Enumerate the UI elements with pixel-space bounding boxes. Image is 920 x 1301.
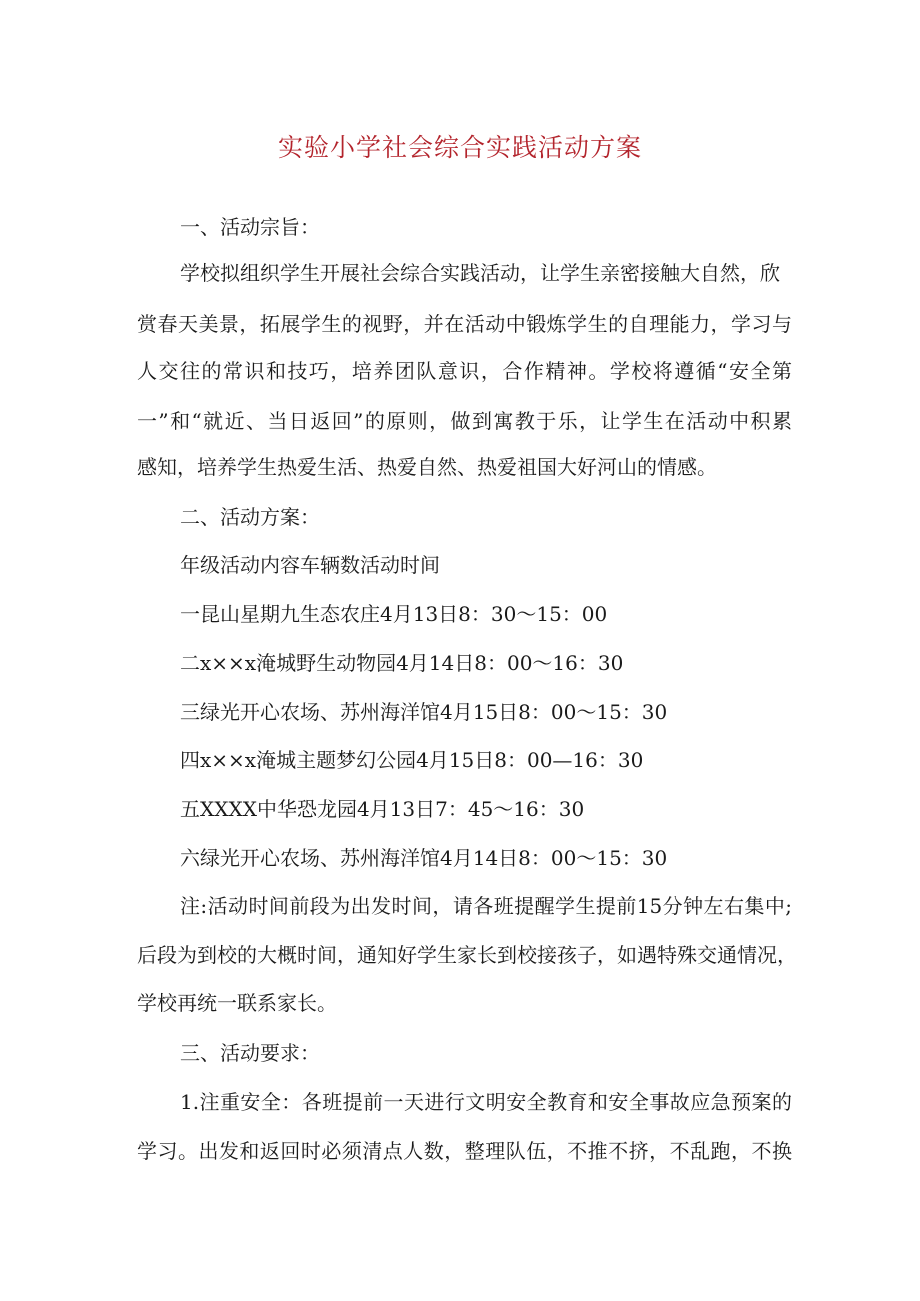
note-line: 注:活动时间前段为出发时间，请各班提醒学生提前15分钟左右集中;	[180, 894, 792, 918]
schedule-header: 年级活动内容车辆数活动时间	[180, 553, 440, 577]
section3-line: 1.注重安全：各班提前一天进行文明安全教育和安全事故应急预案的	[180, 1090, 792, 1114]
schedule-row: 四x××x淹城主题梦幻公园4月15日8：00—16：30	[180, 748, 644, 772]
section3-line: 学习。出发和返回时必须清点人数，整理队伍，不推不挤，不乱跑，不换	[137, 1139, 792, 1163]
schedule-row: 二x××x淹城野生动物园4月14日8：00～16：30	[180, 651, 624, 675]
section1-heading: 一、活动宗旨：	[180, 215, 320, 239]
section1-line: 一”和“就近、当日返回”的原则，做到寓教于乐，让学生在活动中积累	[137, 409, 792, 433]
note-line: 学校再统一联系家长。	[137, 991, 337, 1015]
section3-heading: 三、活动要求：	[180, 1041, 320, 1065]
schedule-row: 五XXXX中华恐龙园4月13日7：45～16：30	[180, 797, 585, 821]
section1-line: 感知，培养学生热爱生活、热爱自然、热爱祖国大好河山的情感。	[137, 455, 717, 479]
section1-line: 学校拟组织学生开展社会综合实践活动，让学生亲密接触大自然，欣	[180, 261, 780, 285]
schedule-row: 三绿光开心农场、苏州海洋馆4月15日8：00～15：30	[180, 700, 668, 724]
section1-line: 人交往的常识和技巧，培养团队意识，合作精神。学校将遵循“安全第	[137, 359, 792, 383]
schedule-row: 一昆山星期九生态农庄4月13日8：30～15：00	[180, 602, 608, 626]
section2-heading: 二、活动方案：	[180, 505, 320, 529]
note-line: 后段为到校的大概时间，通知好学生家长到校接孩子，如遇特殊交通情况，	[137, 943, 797, 967]
document-title: 实验小学社会综合实践活动方案	[277, 133, 642, 162]
section1-line: 赏春天美景，拓展学生的视野，并在活动中锻炼学生的自理能力，学习与	[137, 312, 792, 336]
schedule-row: 六绿光开心农场、苏州海洋馆4月14日8：00～15：30	[180, 846, 668, 870]
